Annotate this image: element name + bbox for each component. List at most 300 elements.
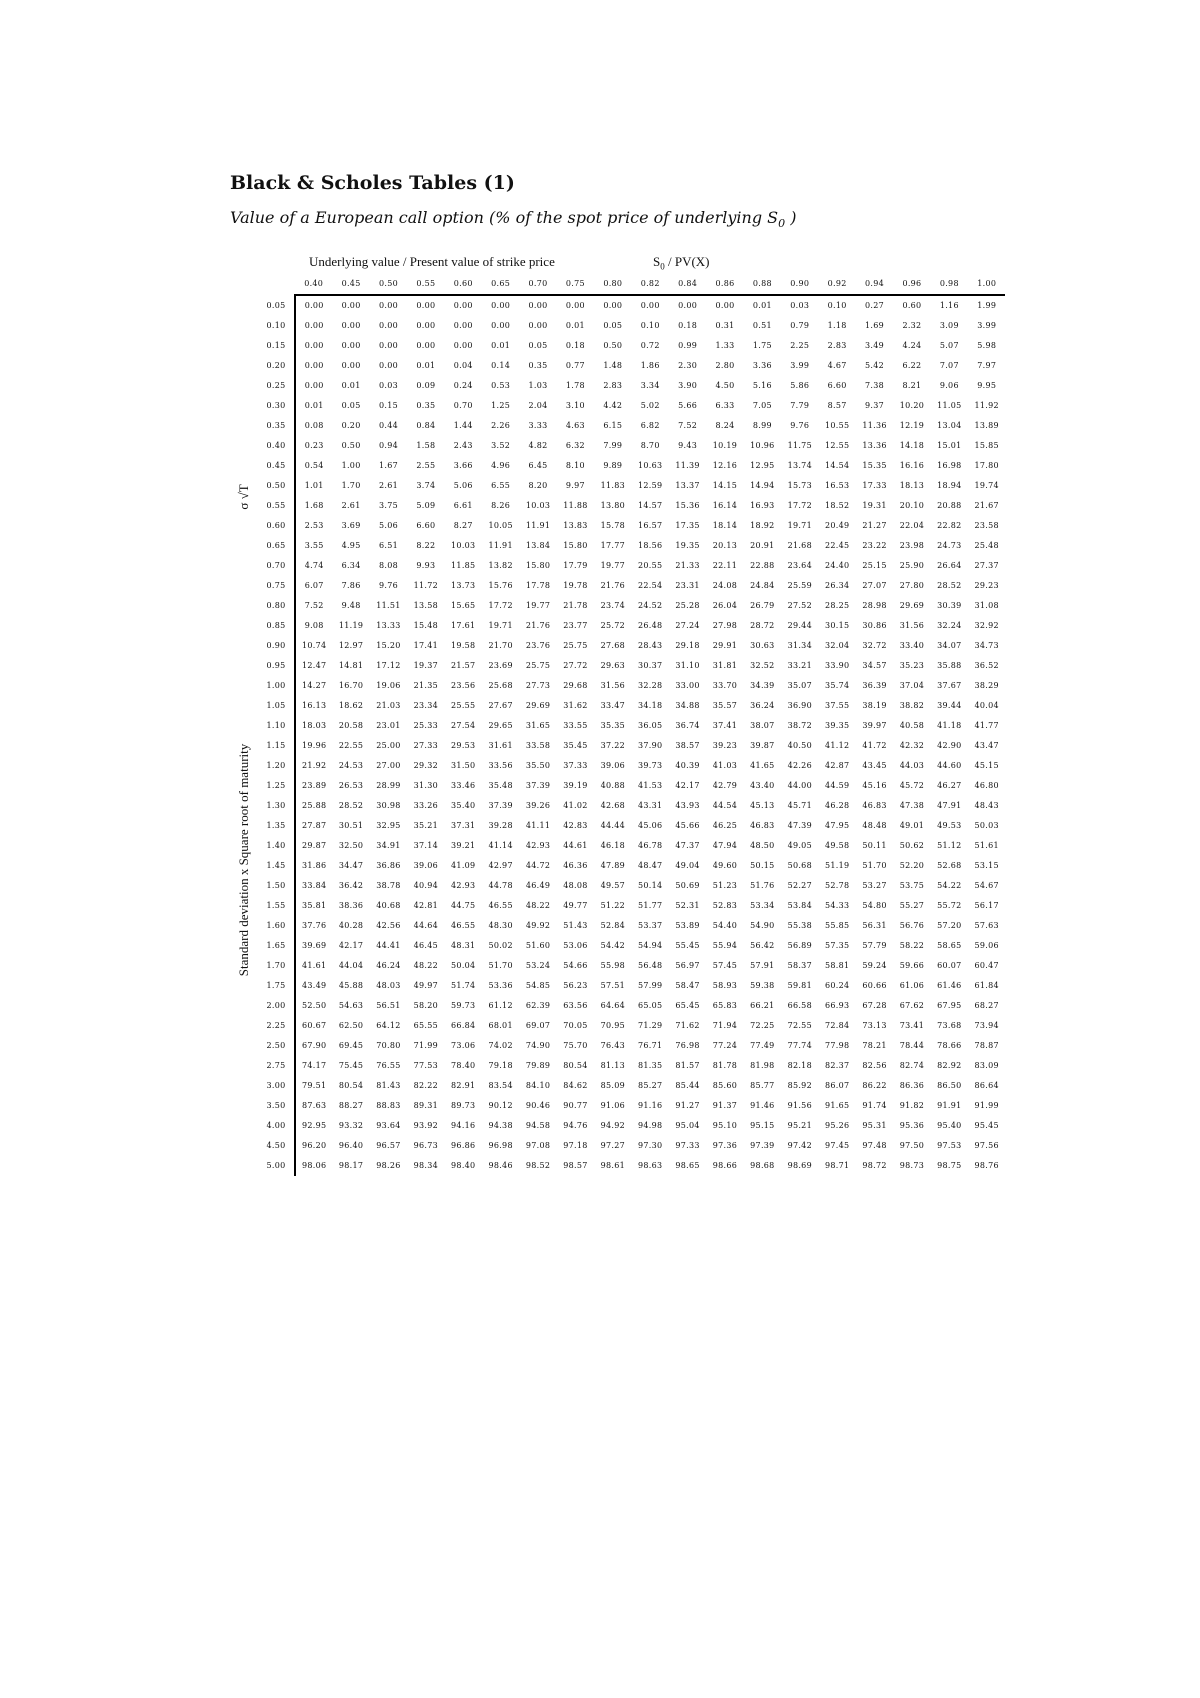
table-cell: 46.25 — [712, 821, 738, 830]
table-cell: 8.24 — [715, 421, 735, 430]
table-cell: 0.50 — [603, 341, 623, 350]
row-header: 0.95 — [258, 656, 295, 676]
table-cell: 0.00 — [378, 341, 398, 350]
table-cell: 73.41 — [899, 1021, 925, 1030]
table-cell: 59.66 — [899, 961, 925, 970]
table-cell: 0.10 — [827, 301, 847, 310]
table-cell: 6.07 — [304, 581, 324, 590]
table-cell: 2.83 — [827, 341, 847, 350]
row-header: 1.25 — [258, 776, 295, 796]
table-cell: 58.47 — [675, 981, 700, 990]
table-cell: 17.72 — [787, 501, 812, 510]
table-cell: 95.21 — [787, 1121, 812, 1130]
table-cell: 97.48 — [862, 1141, 887, 1150]
table-cell: 23.56 — [451, 681, 476, 690]
table-cell: 97.30 — [638, 1141, 663, 1150]
table-cell: 15.80 — [525, 561, 551, 570]
table-cell: 0.31 — [715, 321, 735, 330]
table-cell: 19.37 — [413, 661, 439, 670]
table-cell: 46.49 — [525, 881, 551, 890]
table-cell: 48.43 — [974, 801, 999, 810]
table-cell: 0.03 — [790, 301, 810, 310]
table-cell: 2.61 — [341, 501, 361, 510]
table-cell: 35.45 — [563, 741, 588, 750]
row-header: 1.70 — [258, 956, 295, 976]
table-row — [258, 556, 1005, 576]
table-cell: 10.74 — [301, 641, 327, 650]
table-cell: 0.09 — [416, 381, 436, 390]
table-cell: 33.56 — [488, 761, 513, 770]
table-cell: 16.70 — [338, 681, 364, 690]
table-cell: 14.18 — [899, 441, 925, 450]
table-cell: 1.33 — [715, 341, 735, 350]
table-cell: 10.03 — [451, 541, 476, 550]
table-cell: 86.64 — [974, 1081, 999, 1090]
table-cell: 29.91 — [712, 641, 738, 650]
table-cell: 36.05 — [638, 721, 663, 730]
table-cell: 13.37 — [675, 481, 700, 490]
table-row — [258, 936, 1005, 956]
table-cell: 15.85 — [974, 441, 999, 450]
table-cell: 21.27 — [862, 521, 887, 530]
table-cell: 81.57 — [675, 1061, 700, 1070]
table-cell: 39.06 — [413, 861, 439, 870]
table-cell: 6.45 — [528, 461, 548, 470]
table-cell: 81.98 — [750, 1061, 775, 1070]
column-header: 0.40 — [295, 274, 332, 295]
table-cell: 44.41 — [376, 941, 401, 950]
table-cell: 82.22 — [413, 1081, 439, 1090]
table-cell: 31.30 — [413, 781, 439, 790]
table-cell: 5.02 — [640, 401, 660, 410]
table-cell: 3.49 — [865, 341, 885, 350]
table-cell: 11.91 — [525, 521, 551, 530]
table-cell: 42.90 — [937, 741, 962, 750]
table-cell: 25.75 — [563, 641, 588, 650]
table-cell: 23.34 — [413, 701, 439, 710]
table-row — [258, 916, 1005, 936]
table-cell: 0.08 — [304, 421, 324, 430]
table-cell: 0.60 — [902, 301, 922, 310]
table-cell: 14.27 — [301, 681, 327, 690]
table-cell: 97.27 — [600, 1141, 626, 1150]
table-cell: 8.27 — [453, 521, 473, 530]
table-cell: 72.84 — [824, 1021, 850, 1030]
table-cell: 0.00 — [416, 321, 436, 330]
table-cell: 39.06 — [600, 761, 626, 770]
table-cell: 1.25 — [491, 401, 511, 410]
column-header: 0.96 — [893, 274, 930, 295]
table-cell: 46.36 — [563, 861, 588, 870]
table-cell: 39.97 — [862, 721, 887, 730]
table-cell: 20.49 — [824, 521, 850, 530]
table-cell: 39.21 — [451, 841, 476, 850]
table-cell: 6.82 — [640, 421, 660, 430]
table-cell: 0.00 — [341, 321, 361, 330]
row-header: 0.80 — [258, 596, 295, 616]
table-cell: 17.33 — [862, 481, 887, 490]
table-cell: 16.98 — [937, 461, 962, 470]
row-header: 4.50 — [258, 1136, 295, 1156]
table-cell: 82.92 — [937, 1061, 962, 1070]
table-cell: 0.15 — [378, 401, 398, 410]
table-cell: 28.52 — [338, 801, 364, 810]
table-cell: 60.47 — [974, 961, 999, 970]
table-cell: 0.70 — [453, 401, 473, 410]
table-cell: 64.64 — [600, 1001, 626, 1010]
table-cell: 54.22 — [937, 881, 962, 890]
table-cell: 44.72 — [525, 861, 551, 870]
table-cell: 35.21 — [413, 821, 439, 830]
table-cell: 13.58 — [413, 601, 439, 610]
table-cell: 18.52 — [824, 501, 850, 510]
table-cell: 16.57 — [638, 521, 663, 530]
table-cell: 23.98 — [899, 541, 925, 550]
table-cell: 53.75 — [899, 881, 925, 890]
table-cell: 95.04 — [675, 1121, 700, 1130]
table-cell: 57.99 — [638, 981, 663, 990]
table-cell: 21.57 — [451, 661, 476, 670]
table-cell: 17.61 — [451, 621, 476, 630]
table-cell: 70.80 — [376, 1041, 401, 1050]
column-header: 0.90 — [781, 274, 818, 295]
table-cell: 28.52 — [937, 581, 962, 590]
table-row — [258, 396, 1005, 416]
table-cell: 1.99 — [977, 301, 997, 310]
row-header: 1.00 — [258, 676, 295, 696]
row-header: 0.10 — [258, 316, 295, 336]
table-cell: 42.17 — [338, 941, 364, 950]
table-cell: 9.76 — [790, 421, 810, 430]
table-cell: 51.77 — [638, 901, 663, 910]
table-cell: 0.00 — [341, 341, 361, 350]
table-cell: 22.11 — [712, 561, 738, 570]
table-cell: 7.52 — [304, 601, 324, 610]
table-cell: 98.76 — [974, 1161, 999, 1170]
table-cell: 26.53 — [338, 781, 364, 790]
table-cell: 13.36 — [862, 441, 887, 450]
column-header: 0.82 — [632, 274, 669, 295]
table-cell: 11.19 — [338, 621, 364, 630]
table-cell: 39.23 — [712, 741, 738, 750]
table-row — [258, 496, 1005, 516]
row-header: 4.00 — [258, 1116, 295, 1136]
table-cell: 13.74 — [787, 461, 812, 470]
table-cell: 27.07 — [862, 581, 887, 590]
row-header: 1.20 — [258, 756, 295, 776]
table-cell: 96.86 — [451, 1141, 476, 1150]
table-cell: 50.02 — [488, 941, 513, 950]
table-cell: 30.98 — [376, 801, 401, 810]
row-header: 5.00 — [258, 1156, 295, 1176]
table-cell: 90.77 — [563, 1101, 588, 1110]
table-cell: 7.05 — [752, 401, 772, 410]
table-cell: 4.74 — [304, 561, 324, 570]
table-cell: 15.35 — [862, 461, 887, 470]
row-header: 1.50 — [258, 876, 295, 896]
table-row — [258, 476, 1005, 496]
table-cell: 0.99 — [678, 341, 698, 350]
table-cell: 69.45 — [338, 1041, 364, 1050]
table-cell: 15.80 — [563, 541, 588, 550]
table-cell: 95.26 — [824, 1121, 850, 1130]
table-cell: 71.94 — [712, 1021, 738, 1030]
table-cell: 15.76 — [488, 581, 513, 590]
page-title: Black & Scholes Tables (1) — [230, 172, 515, 194]
table-cell: 18.13 — [899, 481, 925, 490]
table-row — [258, 416, 1005, 436]
table-row — [258, 956, 1005, 976]
table-row — [258, 816, 1005, 836]
table-cell: 55.98 — [600, 961, 626, 970]
table-cell: 25.55 — [451, 701, 476, 710]
table-cell: 0.00 — [416, 301, 436, 310]
table-cell: 29.53 — [451, 741, 476, 750]
table-cell: 15.48 — [413, 621, 439, 630]
table-cell: 10.20 — [899, 401, 925, 410]
table-cell: 46.18 — [600, 841, 626, 850]
table-cell: 0.20 — [341, 421, 361, 430]
table-cell: 61.06 — [899, 981, 925, 990]
table-cell: 30.39 — [937, 601, 962, 610]
table-cell: 51.22 — [600, 901, 626, 910]
table-cell: 0.44 — [378, 421, 398, 430]
table-cell: 44.44 — [600, 821, 626, 830]
row-header: 3.00 — [258, 1076, 295, 1096]
table-row — [258, 656, 1005, 676]
table-cell: 46.78 — [638, 841, 663, 850]
table-cell: 21.68 — [787, 541, 812, 550]
table-cell: 47.89 — [600, 861, 626, 870]
table-cell: 2.30 — [678, 361, 698, 370]
table-cell: 42.87 — [824, 761, 850, 770]
table-cell: 7.99 — [603, 441, 623, 450]
table-cell: 4.42 — [603, 401, 623, 410]
table-row — [258, 1096, 1005, 1116]
table-cell: 51.19 — [824, 861, 850, 870]
table-cell: 16.16 — [899, 461, 925, 470]
table-cell: 42.26 — [787, 761, 812, 770]
table-row — [258, 1036, 1005, 1056]
table-cell: 40.04 — [974, 701, 999, 710]
table-cell: 66.58 — [787, 1001, 812, 1010]
table-cell: 19.31 — [862, 501, 887, 510]
table-cell: 7.97 — [977, 361, 997, 370]
table-cell: 73.94 — [974, 1021, 999, 1030]
table-cell: 43.31 — [638, 801, 663, 810]
table-cell: 98.68 — [750, 1161, 775, 1170]
table-cell: 77.53 — [413, 1061, 439, 1070]
table-cell: 9.06 — [939, 381, 959, 390]
table-cell: 59.73 — [451, 1001, 476, 1010]
table-cell: 7.07 — [939, 361, 959, 370]
table-cell: 42.56 — [376, 921, 401, 930]
table-cell: 16.13 — [301, 701, 327, 710]
table-cell: 38.78 — [376, 881, 401, 890]
table-cell: 5.06 — [453, 481, 473, 490]
table-cell: 11.92 — [974, 401, 999, 410]
table-cell: 30.63 — [750, 641, 775, 650]
row-header: 1.40 — [258, 836, 295, 856]
row-header: 0.05 — [258, 295, 295, 316]
table-cell: 15.78 — [600, 521, 626, 530]
subtitle-subscript: 0 — [778, 217, 786, 231]
table-cell: 23.01 — [376, 721, 401, 730]
table-cell: 56.17 — [974, 901, 999, 910]
table-cell: 39.19 — [563, 781, 588, 790]
table-cell: 14.94 — [750, 481, 775, 490]
table-cell: 8.20 — [528, 481, 548, 490]
table-cell: 15.01 — [937, 441, 962, 450]
table-row — [258, 636, 1005, 656]
table-cell: 49.77 — [563, 901, 588, 910]
table-cell: 11.88 — [563, 501, 588, 510]
table-row — [258, 1136, 1005, 1156]
table-cell: 41.09 — [451, 861, 476, 870]
table-cell: 45.16 — [862, 781, 887, 790]
table-cell: 5.06 — [378, 521, 398, 530]
table-cell: 9.48 — [341, 601, 361, 610]
table-cell: 29.68 — [563, 681, 588, 690]
table-cell: 16.53 — [824, 481, 850, 490]
table-cell: 54.90 — [750, 921, 775, 930]
table-cell: 57.51 — [600, 981, 626, 990]
table-row — [258, 896, 1005, 916]
table-cell: 17.80 — [974, 461, 999, 470]
table-cell: 9.43 — [678, 441, 698, 450]
table-cell: 88.27 — [338, 1101, 364, 1110]
table-cell: 41.14 — [488, 841, 513, 850]
table-cell: 13.73 — [451, 581, 476, 590]
table-cell: 15.36 — [675, 501, 700, 510]
table-cell: 98.66 — [712, 1161, 738, 1170]
table-cell: 98.75 — [937, 1161, 962, 1170]
table-cell: 0.00 — [491, 321, 511, 330]
table-cell: 5.07 — [939, 341, 959, 350]
table-cell: 96.73 — [413, 1141, 439, 1150]
table-cell: 69.07 — [525, 1021, 551, 1030]
table-cell: 73.68 — [937, 1021, 962, 1030]
table-cell: 53.34 — [750, 901, 775, 910]
row-header: 1.65 — [258, 936, 295, 956]
table-cell: 29.44 — [787, 621, 812, 630]
table-cell: 22.04 — [899, 521, 925, 530]
table-cell: 2.55 — [416, 461, 436, 470]
table-cell: 35.23 — [899, 661, 925, 670]
table-cell: 54.66 — [563, 961, 588, 970]
table-cell: 29.63 — [600, 661, 626, 670]
table-cell: 25.68 — [488, 681, 513, 690]
table-cell: 78.44 — [899, 1041, 925, 1050]
table-cell: 13.84 — [525, 541, 551, 550]
table-cell: 90.12 — [488, 1101, 513, 1110]
table-cell: 27.72 — [563, 661, 588, 670]
table-cell: 53.15 — [974, 861, 999, 870]
table-cell: 0.24 — [453, 381, 473, 390]
table-cell: 35.48 — [488, 781, 513, 790]
table-cell: 59.38 — [750, 981, 775, 990]
table-cell: 34.18 — [638, 701, 663, 710]
table-cell: 10.63 — [638, 461, 663, 470]
table-cell: 35.81 — [301, 901, 327, 910]
table-row — [258, 336, 1005, 356]
table-cell: 1.00 — [341, 461, 361, 470]
table-cell: 5.86 — [790, 381, 810, 390]
row-header: 2.00 — [258, 996, 295, 1016]
table-cell: 7.52 — [678, 421, 698, 430]
table-cell: 21.67 — [974, 501, 999, 510]
table-cell: 94.98 — [638, 1121, 663, 1130]
table-cell: 27.00 — [376, 761, 401, 770]
table-cell: 0.94 — [378, 441, 398, 450]
table-cell: 47.39 — [787, 821, 812, 830]
table-row — [258, 716, 1005, 736]
column-header: 0.84 — [669, 274, 706, 295]
table-cell: 8.21 — [902, 381, 922, 390]
table-cell: 74.17 — [301, 1061, 327, 1070]
table-cell: 72.55 — [787, 1021, 812, 1030]
table-cell: 0.00 — [304, 361, 324, 370]
table-cell: 22.82 — [937, 521, 962, 530]
table-cell: 44.04 — [338, 961, 364, 970]
table-cell: 37.90 — [638, 741, 663, 750]
table-cell: 37.33 — [563, 761, 588, 770]
table-cell: 61.46 — [937, 981, 962, 990]
table-cell: 27.33 — [413, 741, 439, 750]
table-cell: 12.47 — [301, 661, 327, 670]
row-header: 2.50 — [258, 1036, 295, 1056]
table-cell: 49.58 — [824, 841, 850, 850]
table-cell: 58.65 — [937, 941, 962, 950]
table-cell: 0.35 — [416, 401, 436, 410]
column-header: 0.88 — [744, 274, 781, 295]
table-row — [258, 576, 1005, 596]
table-cell: 0.00 — [453, 301, 473, 310]
table-cell: 41.11 — [525, 821, 551, 830]
table-cell: 97.18 — [563, 1141, 588, 1150]
table-cell: 42.17 — [675, 781, 700, 790]
table-cell: 26.79 — [750, 601, 775, 610]
table-cell: 46.83 — [750, 821, 775, 830]
table-cell: 57.35 — [824, 941, 850, 950]
table-cell: 5.66 — [678, 401, 698, 410]
table-cell: 55.94 — [712, 941, 738, 950]
table-cell: 70.05 — [563, 1021, 588, 1030]
row-header: 1.35 — [258, 816, 295, 836]
table-cell: 18.03 — [301, 721, 327, 730]
table-cell: 38.19 — [862, 701, 887, 710]
table-cell: 0.00 — [565, 301, 585, 310]
column-header: 0.98 — [931, 274, 968, 295]
table-cell: 0.00 — [640, 301, 660, 310]
table-cell: 42.93 — [525, 841, 551, 850]
table-cell: 97.36 — [712, 1141, 738, 1150]
table-cell: 41.77 — [974, 721, 999, 730]
table-cell: 8.57 — [827, 401, 847, 410]
table-cell: 0.00 — [304, 321, 324, 330]
column-header: 0.80 — [594, 274, 631, 295]
table-cell: 23.74 — [600, 601, 626, 610]
table-cell: 96.20 — [301, 1141, 327, 1150]
table-cell: 37.39 — [488, 801, 513, 810]
table-cell: 0.00 — [341, 361, 361, 370]
table-cell: 91.06 — [600, 1101, 626, 1110]
table-cell: 59.81 — [787, 981, 812, 990]
table-row — [258, 356, 1005, 376]
table-cell: 44.03 — [899, 761, 925, 770]
table-cell: 97.33 — [675, 1141, 700, 1150]
table-cell: 0.01 — [565, 321, 585, 330]
